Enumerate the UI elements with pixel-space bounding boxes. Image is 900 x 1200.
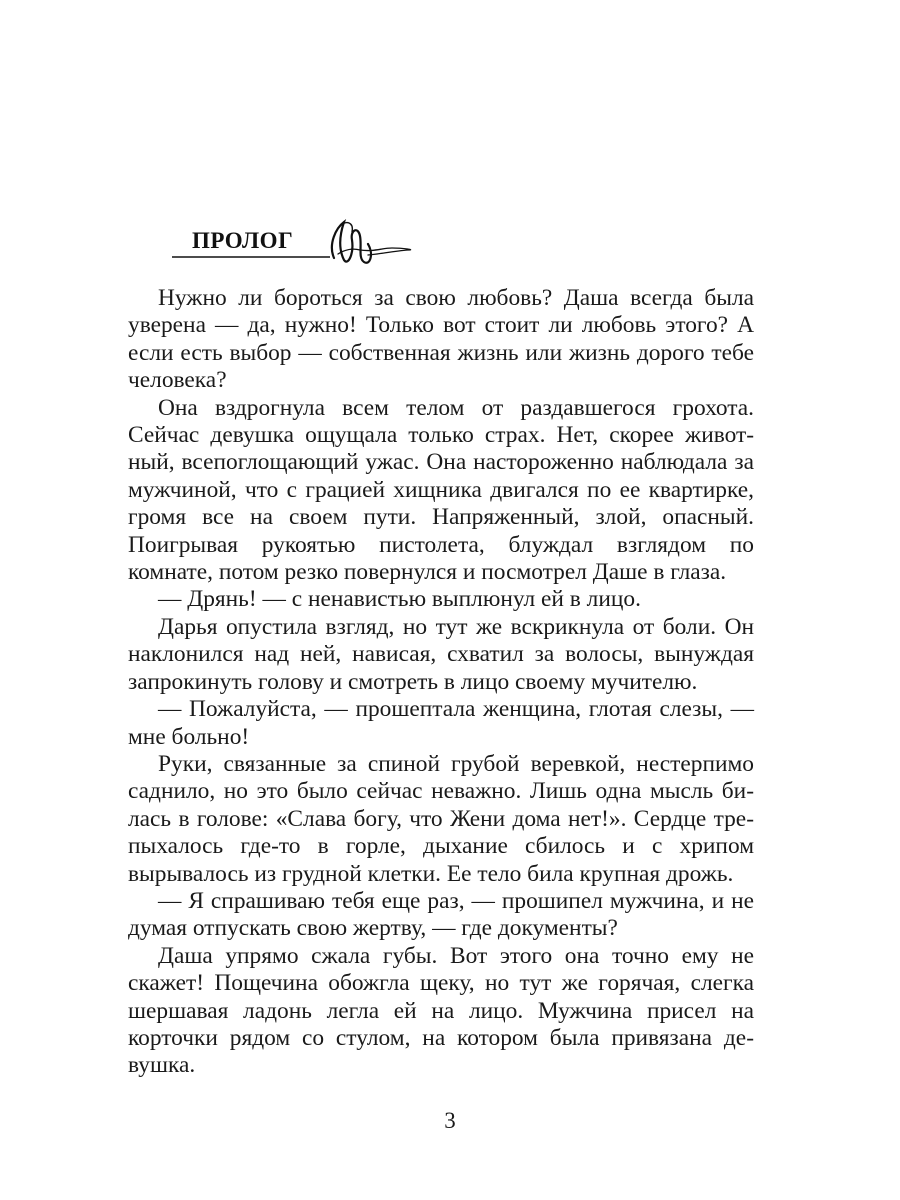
paragraph: — Я спрашиваю тебя еще раз, — прошипел мужчина, и не думая отпускать свою жертву, — где документы? — [128, 887, 754, 942]
paragraph: Нужно ли бороться за свою любовь? Даша всегда была уверена — да, нужно! Только вот стоит ли любовь этого? А если есть выбор — собственная жизнь или жизнь дорого тебе человека? — [128, 285, 754, 394]
paragraph: — Пожалуйста, — прошептала женщина, глотая слезы, — мне больно! — [128, 696, 754, 750]
chapter-header — [168, 214, 428, 274]
paragraph: Руки, связанные за спиной грубой веревкой, нестерпимо саднило, но это было сейчас неважно. Лишь одна мысль билась в голове: «Слава богу, что Жени дома нет!». Сердце трепыхалось где-то в горле, дыхание сбилось и с хрипом вырывалось из грудной клетки. Ее тело била крупная дрожь. — [128, 750, 754, 887]
chapter-title: ПРОЛОГ — [192, 228, 294, 253]
paragraph: Она вздрогнула всем телом от раздавшегося грохота. Сейчас девушка ощущала только страх. Нет, скорее животный, всепоглощающий ужас. Она настороженно наблюдала за мужчиной, что с грацией хищника двигался по ее квартирке, громя все на своем пути. Напряженный, злой, опасный. Поигрывая рукоятью пистолета, блуждал взглядом по комнате, потом резко повернулся и посмотрел Даше в глаза. — [128, 394, 754, 586]
paragraph: Дарья опустила взгляд, но тут же вскрикнула от боли. Он наклонился над ней, нависая, схватил за волосы, вынуждая запрокинуть голову и смотреть в лицо своему мучителю. — [128, 613, 754, 695]
paragraph: — Дрянь! — с ненавистью выплюнул ей в лицо. — [158, 586, 641, 613]
body-text — [128, 285, 754, 1080]
page-number: 3 — [444, 1108, 456, 1133]
paragraph: Даша упрямо сжала губы. Вот этого она точно ему не скажет! Пощечина обожгла щеку, но тут же горячая, слегка шершавая ладонь легла ей на лицо. Мужчина присел на корточки рядом со стулом, на котором была привязана девушка. — [128, 942, 754, 1079]
